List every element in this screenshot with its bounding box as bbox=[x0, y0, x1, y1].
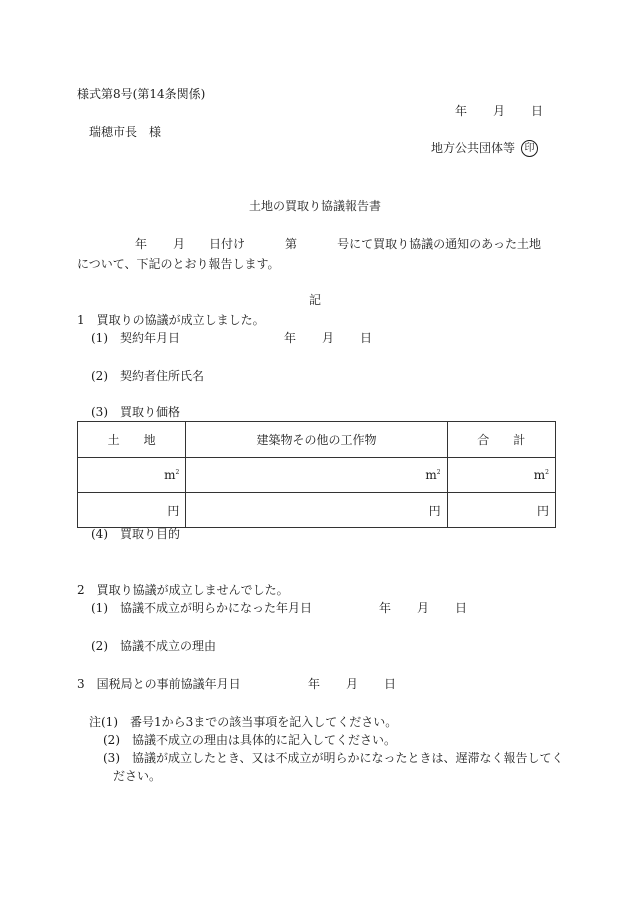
section2-item1 bbox=[91, 601, 312, 615]
section1-item4-text: 買取り目的 bbox=[120, 527, 181, 541]
section1-item2 bbox=[91, 369, 204, 383]
ki-heading: 記 bbox=[309, 293, 322, 307]
sender-name: 地方公共団体等 bbox=[431, 141, 516, 155]
section2-item2-label: (2) bbox=[91, 639, 108, 653]
land-area-cell[interactable] bbox=[78, 458, 186, 493]
failure-date-year: 年 bbox=[379, 601, 392, 615]
note-1-text: 番号1から3までの該当事項を記入してください。 bbox=[130, 715, 398, 729]
failure-date-day: 日 bbox=[455, 601, 468, 615]
note-2 bbox=[103, 733, 396, 747]
note-3-text: 協議が成立したとき、又は不成立が明らかになったときは、遅滞なく報告してく bbox=[132, 751, 564, 765]
total-area-cell[interactable] bbox=[447, 458, 555, 493]
section1-item2-label: (2) bbox=[91, 369, 108, 383]
section1-heading: 1 買取りの協議が成立しました。 bbox=[77, 313, 265, 327]
section2-item2-text: 協議不成立の理由 bbox=[120, 639, 217, 653]
pre-consultation-month: 月 bbox=[346, 677, 359, 691]
note-2-label: (2) bbox=[103, 733, 120, 747]
section2-heading: 2 買取り協議が成立しませんでした。 bbox=[77, 583, 289, 597]
pre-consultation-year: 年 bbox=[308, 677, 321, 691]
section2-item1-label: (1) bbox=[91, 601, 108, 615]
intro-month: 月 bbox=[173, 237, 186, 251]
intro-line-2: について、下記のとおり報告します。 bbox=[77, 257, 280, 271]
failure-date bbox=[379, 601, 467, 615]
contract-date bbox=[284, 331, 372, 345]
contract-date-year: 年 bbox=[284, 331, 297, 345]
report-date-year: 年 bbox=[455, 104, 468, 118]
intro-year: 年 bbox=[135, 237, 148, 251]
note-1 bbox=[89, 715, 397, 729]
section2-item2 bbox=[91, 639, 216, 653]
total-price-cell[interactable]: 円 bbox=[447, 493, 555, 528]
note-2-text: 協議不成立の理由は具体的に記入してください。 bbox=[132, 733, 397, 747]
section1-item4-label: (4) bbox=[91, 527, 108, 541]
contract-date-day: 日 bbox=[360, 331, 373, 345]
price-table-area-row bbox=[78, 458, 556, 493]
note-3 bbox=[103, 751, 564, 765]
note-3-continuation: ださい。 bbox=[113, 769, 162, 783]
pre-consultation-day: 日 bbox=[384, 677, 397, 691]
section3-heading: 3 国税局との事前協議年月日 bbox=[77, 677, 241, 691]
intro-no-prefix: 第 bbox=[285, 237, 298, 251]
price-table bbox=[77, 421, 556, 528]
form-number: 様式第8号(第14条関係) bbox=[77, 87, 206, 101]
area-unit: m bbox=[164, 468, 176, 482]
price-table-yen-row bbox=[78, 493, 556, 528]
area-unit: m bbox=[533, 468, 546, 482]
report-date bbox=[455, 104, 543, 118]
section1-item3 bbox=[91, 405, 180, 419]
land-price-cell[interactable]: 円 bbox=[78, 493, 186, 528]
seal-icon: 印 bbox=[521, 140, 538, 157]
intro-no-suffix: 号にて買取り協議の通知のあった土地 bbox=[337, 237, 541, 251]
section1-item1-label: (1) bbox=[91, 331, 108, 345]
area-unit-sup: 2 bbox=[436, 469, 441, 476]
addressee: 瑞穂市長 様 bbox=[89, 125, 162, 139]
header-land: 土 地 bbox=[78, 422, 186, 458]
area-unit-sup: 2 bbox=[545, 469, 549, 476]
structures-price-cell[interactable]: 円 bbox=[186, 493, 447, 528]
section1-item4 bbox=[91, 527, 180, 541]
page-title: 土地の買取り協議報告書 bbox=[249, 199, 382, 213]
area-unit: m bbox=[425, 468, 437, 482]
contract-date-month: 月 bbox=[322, 331, 335, 345]
section1-item3-label: (3) bbox=[91, 405, 108, 419]
report-date-month: 月 bbox=[493, 104, 506, 118]
area-unit-sup: 2 bbox=[175, 469, 180, 476]
section2-item1-text: 協議不成立が明らかになった年月日 bbox=[120, 601, 313, 615]
price-table-header-row bbox=[78, 422, 556, 458]
section1-item2-text: 契約者住所氏名 bbox=[120, 369, 205, 383]
report-date-day: 日 bbox=[531, 104, 544, 118]
intro-day-dated: 日付け bbox=[209, 237, 246, 251]
failure-date-month: 月 bbox=[417, 601, 430, 615]
header-structures: 建築物その他の工作物 bbox=[186, 422, 447, 458]
note-3-label: (3) bbox=[103, 751, 120, 765]
pre-consultation-date bbox=[308, 677, 396, 691]
section1-item3-text: 買取り価格 bbox=[120, 405, 181, 419]
section1-item1 bbox=[91, 331, 180, 345]
structures-area-cell[interactable] bbox=[186, 458, 447, 493]
section1-item1-text: 契約年月日 bbox=[120, 331, 181, 345]
note-1-label: 注(1) bbox=[89, 715, 118, 729]
header-total: 合 計 bbox=[447, 422, 555, 458]
intro-line-1 bbox=[135, 237, 541, 251]
sender-block bbox=[431, 140, 538, 157]
